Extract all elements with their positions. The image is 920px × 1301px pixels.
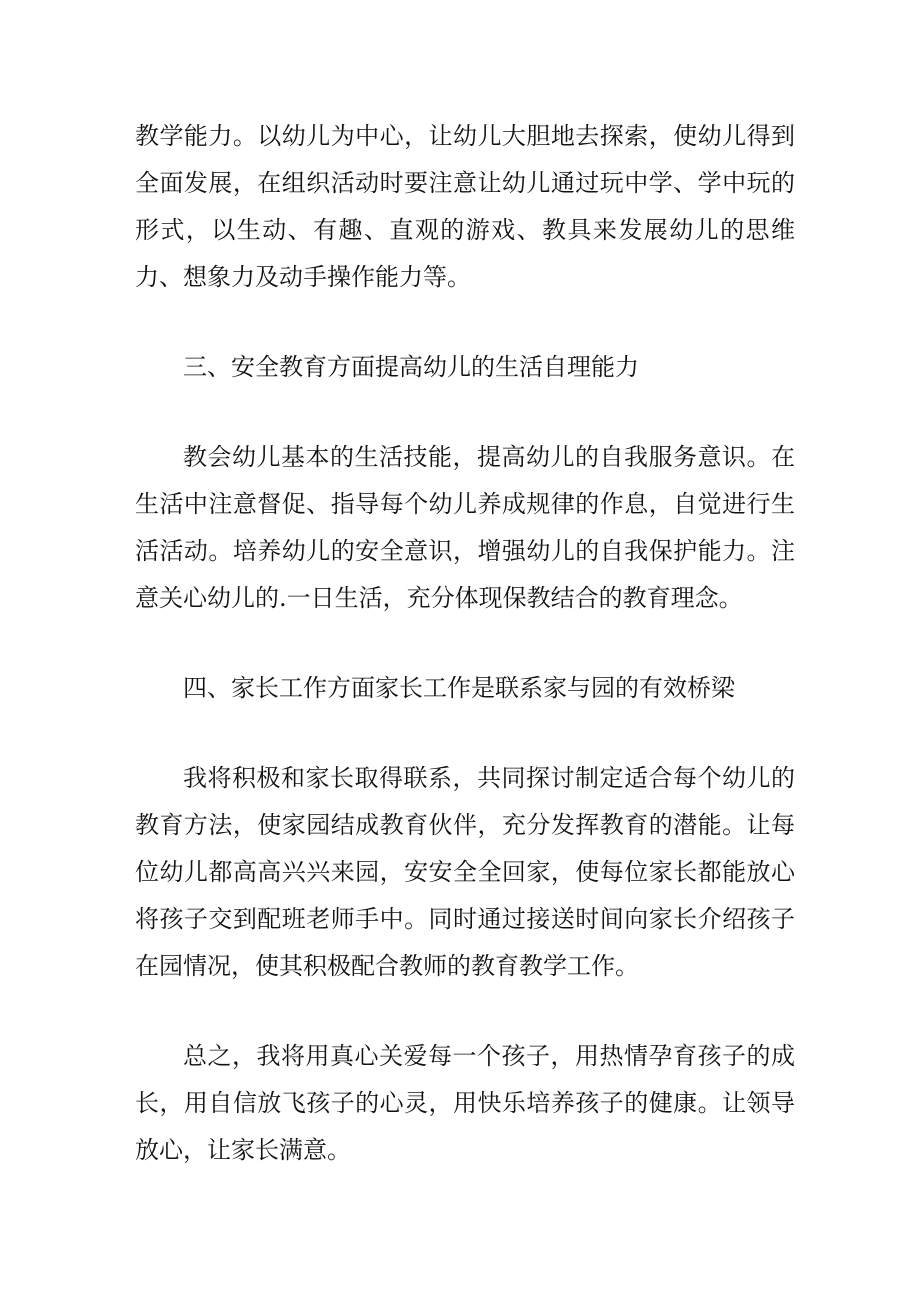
paragraph-teaching-ability: 教学能力。以幼儿为中心，让幼儿大胆地去探索，使幼儿得到全面发展，在组织活动时要注意让幼儿通过玩中学、学中玩的形式，以生动、有趣、直观的游戏、教具来发展幼儿的思维力、想象力及动手操作能力等。 xyxy=(135,122,795,291)
paragraph-gap xyxy=(135,391,795,434)
document-body xyxy=(135,113,795,1174)
paragraph-gap xyxy=(135,712,795,755)
section-heading-parent-work: 四、家长工作方面家长工作是联系家与园的有效桥梁 xyxy=(183,674,735,702)
paragraph-parent-contact: 我将积极和家长取得联系，共同探讨制定适合每个幼儿的教育方法，使家园结成教育伙伴，充分发挥教育的潜能。让每位幼儿都高高兴兴来园，安安全全回家，使每位家长都能放心将孩子交到配班老师手中。同时通过接送时间向家长介绍孩子在园情况，使其积极配合教师的教育教学工作。 xyxy=(135,764,795,980)
paragraph-gap xyxy=(135,301,795,344)
paragraph-life-skills: 教会幼儿基本的生活技能，提高幼儿的自我服务意识。在生活中注意督促、指导每个幼儿养成规律的作息，自觉进行生活活动。培养幼儿的安全意识，增强幼儿的自我保护能力。注意关心幼儿的.一日生活，充分体现保教结合的教育理念。 xyxy=(135,443,795,612)
section-heading-safety-education: 三、安全教育方面提高幼儿的生活自理能力 xyxy=(183,353,639,381)
paragraph-gap xyxy=(135,990,795,1033)
paragraph-conclusion: 总之，我将用真心关爱每一个孩子，用热情孕育孩子的成长，用自信放飞孩子的心灵，用快乐培养孩子的健康。让领导放心，让家长满意。 xyxy=(135,1042,795,1164)
paragraph-gap xyxy=(135,622,795,665)
